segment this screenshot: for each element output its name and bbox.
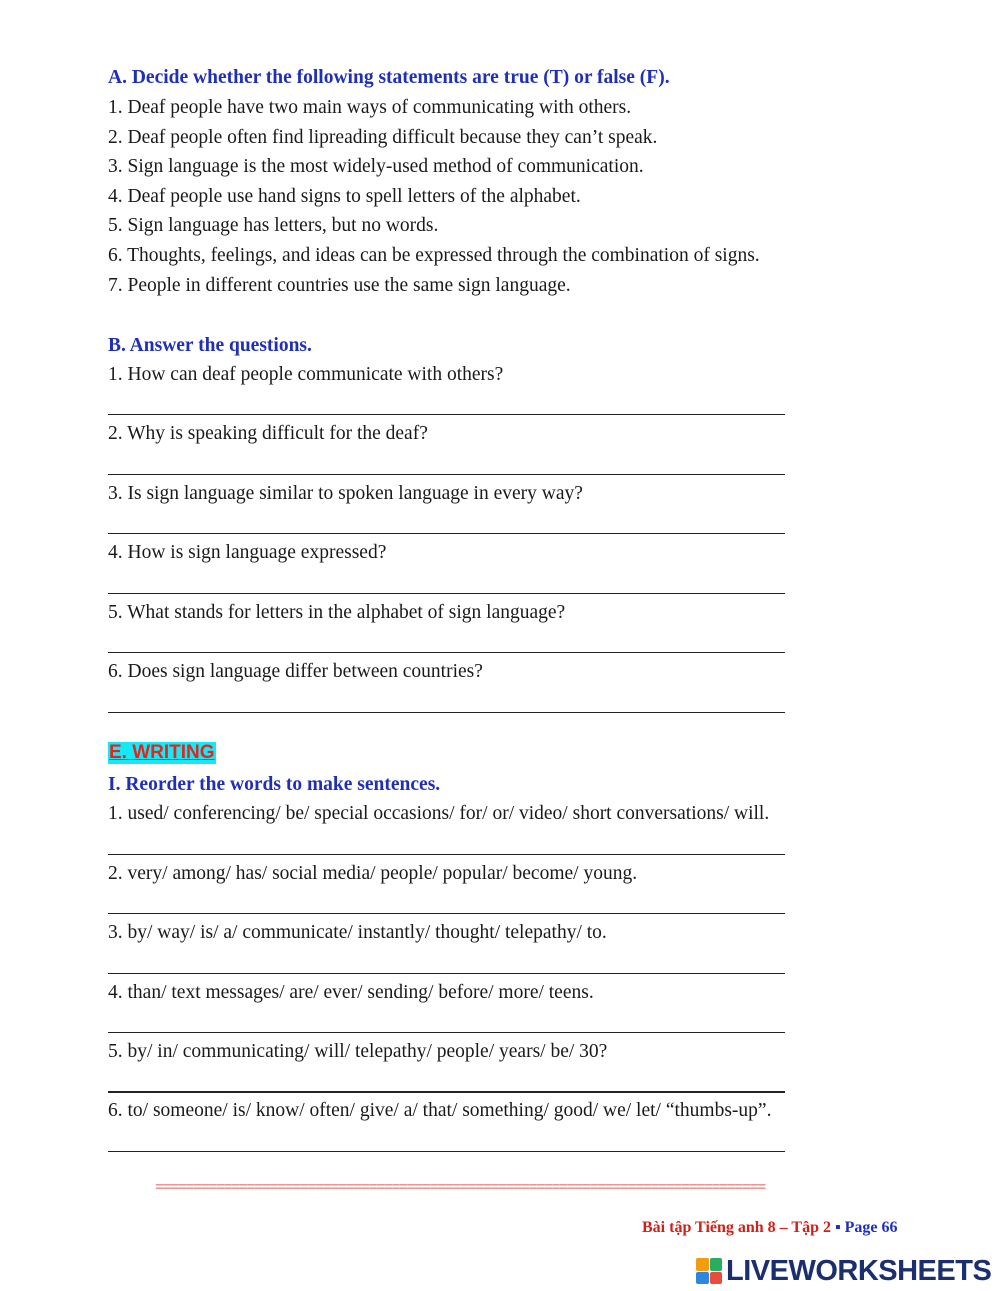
answer-line-1[interactable] <box>108 414 785 415</box>
reorder-line-4[interactable] <box>108 1032 785 1033</box>
statement-5: 5. Sign language has letters, but no words. <box>108 215 439 236</box>
liveworksheets-logo-icon <box>696 1258 722 1284</box>
writing-title: E. WRITING <box>109 742 215 763</box>
logo-text: LIVEWORKSHEETS <box>726 1255 992 1287</box>
book-title: Bài tập Tiếng anh 8 – Tập 2 <box>642 1219 831 1236</box>
reorder-heading: I. Reorder the words to make sentences. <box>108 774 441 795</box>
statement-1: 1. Deaf people have two main ways of communicating with others. <box>108 97 632 118</box>
statement-6: 6. Thoughts, feelings, and ideas can be expressed through the combination of signs. <box>108 245 760 266</box>
page-number: Page 66 <box>844 1219 898 1236</box>
answer-line-4[interactable] <box>108 593 785 594</box>
reorder-item-5: 5. by/ in/ communicating/ will/ telepathy/ people/ years/ be/ 30? <box>108 1041 608 1062</box>
question-6: 6. Does sign language differ between countries? <box>108 661 483 682</box>
reorder-line-1[interactable] <box>108 854 785 855</box>
section-b-heading: B. Answer the questions. <box>108 335 312 356</box>
reorder-line-2[interactable] <box>108 913 785 914</box>
answer-line-5[interactable] <box>108 652 785 653</box>
reorder-item-4: 4. than/ text messages/ are/ ever/ sending/ before/ more/ teens. <box>108 982 594 1003</box>
question-1: 1. How can deaf people communicate with others? <box>108 364 504 385</box>
answer-line-3[interactable] <box>108 533 785 534</box>
question-2: 2. Why is speaking difficult for the deaf? <box>108 423 428 444</box>
reorder-item-6: 6. to/ someone/ is/ know/ often/ give/ a/ that/ something/ good/ we/ let/ “thumbs-up”. <box>108 1100 772 1121</box>
answer-line-2[interactable] <box>108 474 785 475</box>
footer-divider: ================================================================================ <box>155 1179 765 1196</box>
liveworksheets-logo[interactable] <box>696 1256 991 1286</box>
statement-7: 7. People in different countries use the same sign language. <box>108 275 571 296</box>
reorder-item-2: 2. very/ among/ has/ social media/ people/ popular/ become/ young. <box>108 863 638 884</box>
section-a-heading: A. Decide whether the following statements are true (T) or false (F). <box>108 67 670 88</box>
reorder-line-5[interactable] <box>108 1091 785 1093</box>
question-5: 5. What stands for letters in the alphabet of sign language? <box>108 602 566 623</box>
question-4: 4. How is sign language expressed? <box>108 542 387 563</box>
statement-3: 3. Sign language is the most widely-used method of communication. <box>108 156 644 177</box>
reorder-line-6[interactable] <box>108 1151 785 1152</box>
statement-4: 4. Deaf people use hand signs to spell letters of the alphabet. <box>108 186 581 207</box>
reorder-item-3: 3. by/ way/ is/ a/ communicate/ instantly/ thought/ telepathy/ to. <box>108 922 607 943</box>
question-3: 3. Is sign language similar to spoken language in every way? <box>108 483 583 504</box>
reorder-item-1: 1. used/ conferencing/ be/ special occasions/ for/ or/ video/ short conversations/ will. <box>108 803 770 824</box>
statement-2: 2. Deaf people often find lipreading difficult because they can’t speak. <box>108 127 658 148</box>
reorder-line-3[interactable] <box>108 973 785 974</box>
footer-bullet: ▪ <box>834 1219 841 1236</box>
answer-line-6[interactable] <box>108 712 785 713</box>
page-footer <box>642 1219 898 1237</box>
